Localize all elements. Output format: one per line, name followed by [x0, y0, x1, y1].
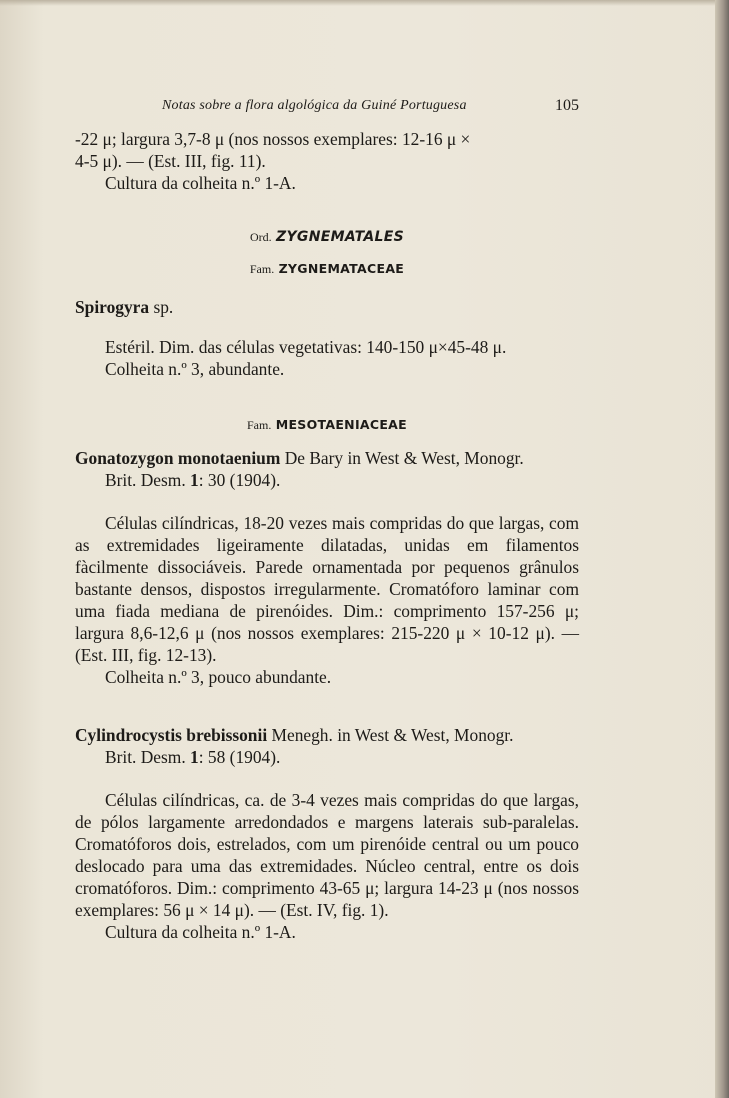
- species-name: Spirogyra: [75, 297, 150, 317]
- spirogyra-entry: [75, 296, 579, 380]
- family-label: Fam.: [249, 262, 275, 276]
- order-heading: [75, 224, 579, 248]
- species-reference: [75, 724, 579, 768]
- reference-pages: : 30 (1904).: [198, 470, 281, 490]
- family-name: MESOTAENIACEAE: [275, 417, 407, 432]
- species-name: Gonatozygon monotaenium: [75, 448, 281, 468]
- spirogyra-collection: Colheita n.º 3, abundante.: [105, 359, 285, 379]
- spirogyra-dimensions: Estéril. Dim. das células vegetativas: 140-150 μ×45-48 μ.: [105, 337, 507, 357]
- family-name: ZYGNEMATACEAE: [278, 261, 405, 276]
- species-collection: Cultura da colheita n.º 1-A.: [105, 922, 296, 942]
- continuation-block: [75, 128, 579, 194]
- family-heading-zygnemataceae: [75, 256, 579, 280]
- reference-pages: : 58 (1904).: [198, 747, 281, 767]
- reference-volume: 1: [190, 470, 199, 490]
- family-heading-mesotaeniaceae: [75, 412, 579, 436]
- family-label: Fam.: [247, 418, 272, 432]
- running-title: Notas sobre a flora algológica da Guiné Portuguesa: [162, 98, 467, 113]
- page-binding-edge: [715, 0, 729, 1098]
- species-description: Células cilíndricas, 18-20 vezes mais compridas do que largas, com as extremidades ligeiramente dilatadas, unidas em filamentos fàcilmente dissociáveis. Parede ornamentada por pequenos grânulos bastante densos, dispostos irregularmente. Cromatóforo laminar com uma fiada mediana de pirenóides. Dim.: comprimento 157-256 μ; largura 8,6-12,6 μ (nos nossos exemplares: 215-220 μ × 10-12 μ). — (Est. III, fig. 12-13).: [75, 513, 579, 665]
- reference-authors: De Bary in West & West, Monogr.: [284, 448, 524, 468]
- species-name: Cylindrocystis brebissonii: [75, 725, 268, 745]
- page-header: [75, 98, 579, 120]
- reference-work: Brit. Desm.: [105, 747, 191, 767]
- reference-work: Brit. Desm.: [105, 470, 191, 490]
- order-label: Ord.: [250, 230, 272, 244]
- reference-authors: Menegh. in West & West, Monogr.: [271, 725, 514, 745]
- continuation-line-3: Cultura da colheita n.º 1-A.: [105, 173, 296, 193]
- species-sp: sp.: [153, 297, 174, 317]
- cylindrocystis-entry: [75, 724, 579, 943]
- species-collection: Colheita n.º 3, pouco abundante.: [105, 667, 332, 687]
- page-number: 105: [555, 97, 579, 114]
- species-description: Células cilíndricas, ca. de 3-4 vezes mais compridas do que largas, de pólos largamente arredondados e margens laterais sub-paralelas. Cromatóforos dois, estrelados, com um pirenóide central ou um pouco deslocado para uma das extremidades. Núcleo central, entre os dois cromatóforos. Dim.: comprimento 43-65 μ; largura 14-23 μ (nos nossos exemplares: 56 μ × 14 μ). — (Est. IV, fig. 1).: [75, 790, 579, 920]
- gonatozygon-entry: [75, 447, 579, 688]
- reference-volume: 1: [190, 747, 199, 767]
- page-top-shadow: [0, 0, 729, 6]
- continuation-line-1: -22 μ; largura 3,7-8 μ (nos nossos exemplares: 12-16 μ ×: [75, 129, 471, 149]
- species-reference: [75, 447, 579, 491]
- continuation-line-2: 4-5 μ). — (Est. III, fig. 11).: [75, 151, 266, 171]
- species-heading: [75, 296, 579, 318]
- order-name: ZYGNEMATALES: [276, 229, 404, 245]
